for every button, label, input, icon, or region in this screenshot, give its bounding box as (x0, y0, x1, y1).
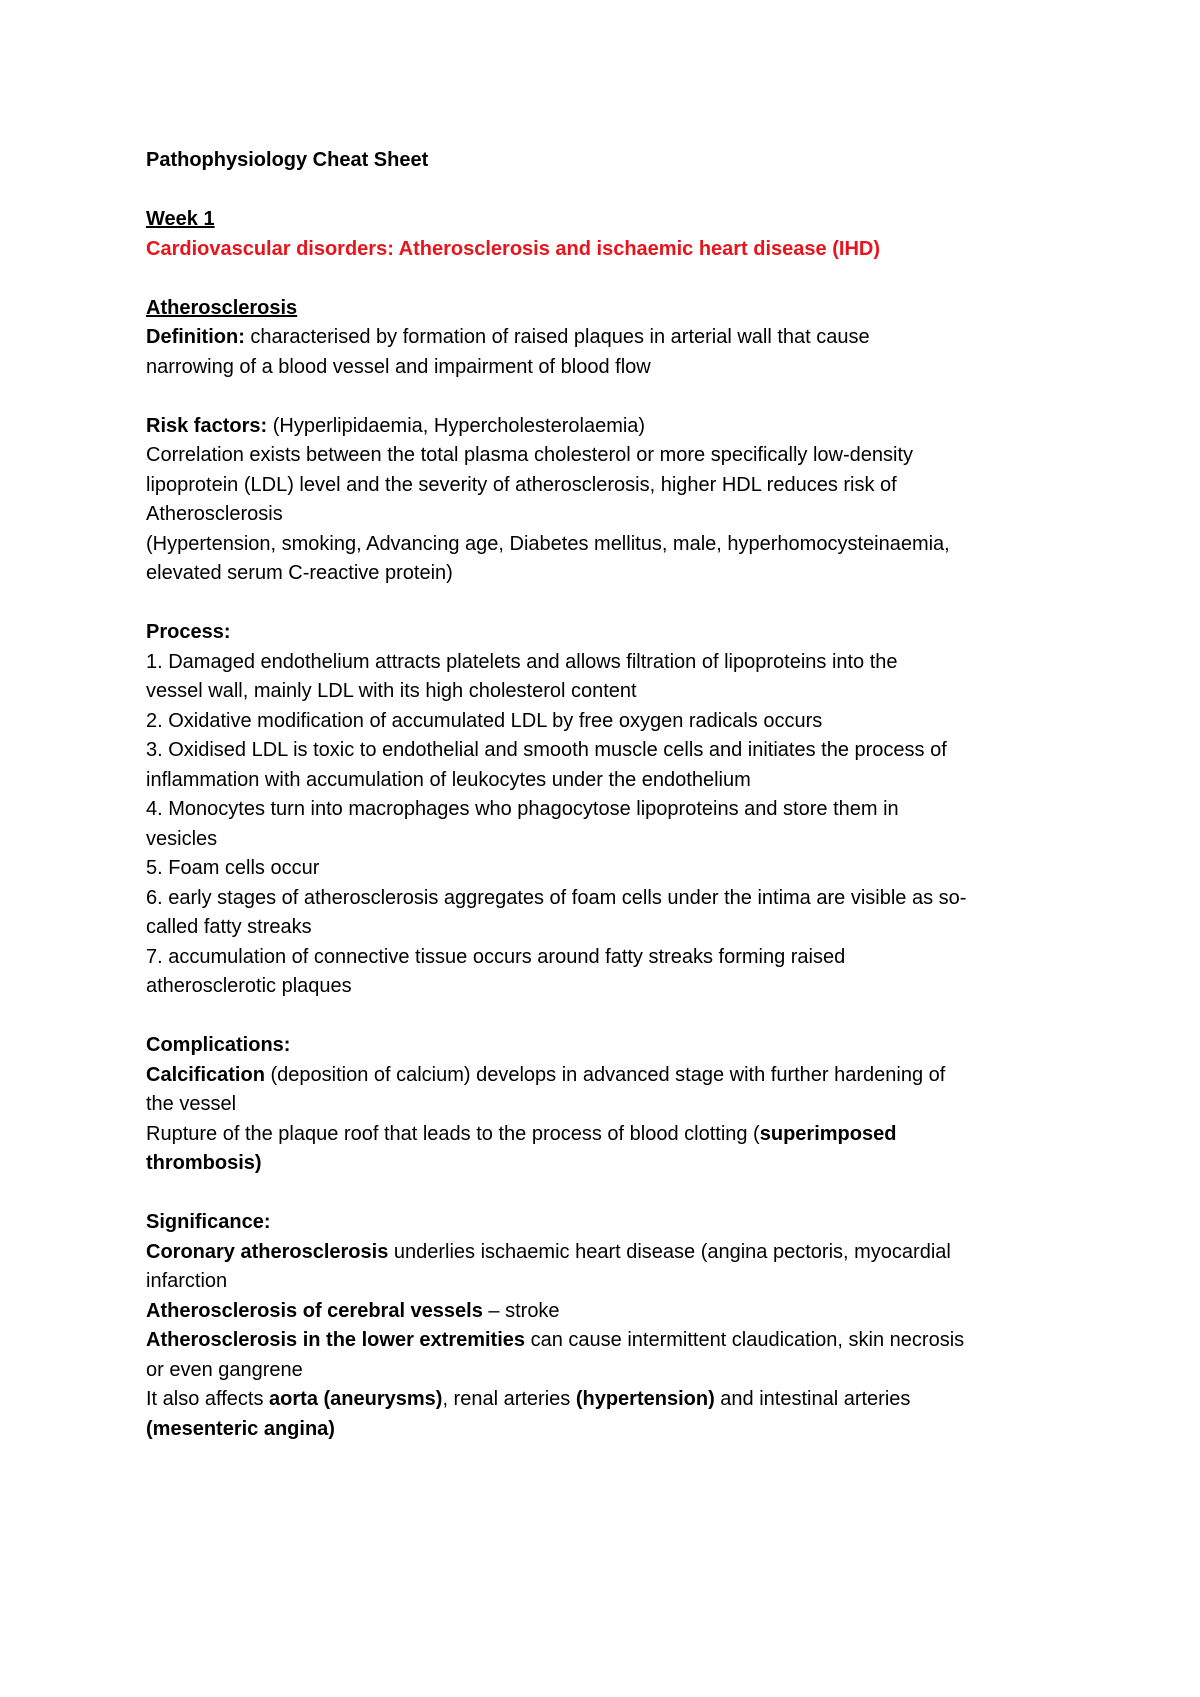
cerebral-line (146, 1297, 1066, 1327)
complications-label: Complications: (146, 1034, 291, 1056)
process-line: vessel wall, mainly LDL with its high cholesterol content (146, 680, 637, 702)
rupture-term: superimposed (759, 1122, 897, 1145)
spacer (146, 1002, 1066, 1032)
risk-factors-line-5: (Hypertension, smoking, Advancing age, Diabetes mellitus, male, hyperhomocysteinaemia, (146, 532, 950, 555)
process-line: called fatty streaks (146, 916, 312, 938)
process-line: inflammation with accumulation of leukocytes under the endothelium (146, 768, 751, 791)
document-page (146, 146, 1066, 1444)
spacer (146, 589, 1066, 619)
coronary-term: Coronary atherosclerosis (146, 1240, 389, 1263)
section-heading: Atherosclerosis (146, 296, 298, 319)
definition-label: Definition: (146, 326, 245, 348)
process-line: 3. Oxidised LDL is toxic to endothelial and smooth muscle cells and initiates the process of (146, 739, 947, 761)
risk-factors-line-3: lipoprotein (LDL) level and the severity of atherosclerosis, higher HDL reduces risk of (146, 473, 897, 496)
process-line: 2. Oxidative modification of accumulated LDL by free oxygen radicals occurs (146, 709, 823, 732)
significance-label: Significance: (146, 1211, 271, 1233)
spacer (146, 176, 1066, 206)
coronary-text: underlies ischaemic heart disease (angina pectoris, myocardial (388, 1240, 951, 1263)
calcification-line-2: the vessel (146, 1093, 237, 1115)
rupture-line-2: thrombosis) (146, 1152, 262, 1174)
risk-factors-line-2: Correlation exists between the total plasma cholesterol or more specifically low-density (146, 444, 914, 466)
process-line: 4. Monocytes turn into macrophages who phagocytose lipoproteins and store them in (146, 798, 899, 820)
spacer (146, 1179, 1066, 1209)
coronary-line-1 (146, 1238, 1066, 1268)
calcification-term: Calcification (146, 1063, 265, 1086)
renal-text: , renal arteries (442, 1388, 576, 1410)
lower-extremities-line-2: or even gangrene (146, 1358, 303, 1381)
process-line: 1. Damaged endothelium attracts platelets and allows filtration of lipoproteins into the (146, 650, 898, 673)
calcification-line-1 (146, 1061, 1066, 1091)
definition-text: characterised by formation of raised plaques in arterial wall that cause (244, 326, 870, 348)
rupture-line-1 (146, 1120, 1066, 1150)
document-title: Pathophysiology Cheat Sheet (146, 149, 429, 171)
rupture-text: Rupture of the plaque roof that leads to the process of blood clotting ( (146, 1122, 760, 1145)
lower-extremities-term: Atherosclerosis in the lower extremities (146, 1329, 526, 1351)
process-line: vesicles (146, 827, 218, 850)
process-line: atherosclerotic plaques (146, 975, 352, 997)
also-affects-line-1 (146, 1385, 1066, 1415)
mesenteric-term: (mesenteric angina) (146, 1417, 335, 1440)
intestinal-text: and intestinal arteries (714, 1388, 911, 1410)
renal-term: (hypertension) (575, 1388, 715, 1410)
spacer (146, 264, 1066, 294)
cerebral-term: Atherosclerosis of cerebral vessels (146, 1299, 483, 1322)
process-line: 6. early stages of atherosclerosis aggregates of foam cells under the intima are visible as so- (146, 886, 967, 909)
risk-factors-line-4: Atherosclerosis (146, 503, 283, 525)
process-label: Process: (146, 621, 231, 643)
cerebral-text: – stroke (482, 1299, 560, 1322)
calcification-text: (deposition of calcium) develops in advanced stage with further hardening of (264, 1063, 946, 1086)
spacer (146, 382, 1066, 412)
aorta-term: aorta (aneurysms) (269, 1388, 443, 1410)
process-line: 5. Foam cells occur (146, 857, 320, 879)
topic-heading: Cardiovascular disorders: Atherosclerosis and ischaemic heart disease (IHD) (146, 237, 880, 260)
process-line: 7. accumulation of connective tissue occurs around fatty streaks forming raised (146, 945, 846, 968)
week-heading: Week 1 (146, 208, 215, 230)
risk-factors-label: Risk factors: (146, 414, 268, 437)
also-affects-text: It also affects (146, 1388, 270, 1410)
lower-extremities-line-1 (146, 1326, 1066, 1356)
risk-factors-text: (Hyperlipidaemia, Hypercholesterolaemia) (267, 414, 646, 437)
definition-line-1 (146, 323, 1066, 353)
lower-extremities-text: can cause intermittent claudication, skin necrosis (525, 1329, 965, 1351)
definition-line-2: narrowing of a blood vessel and impairment of blood flow (146, 355, 651, 378)
risk-factors-line-6: elevated serum C-reactive protein) (146, 562, 453, 584)
coronary-line-2: infarction (146, 1270, 228, 1292)
risk-factors-line-1 (146, 412, 1066, 442)
